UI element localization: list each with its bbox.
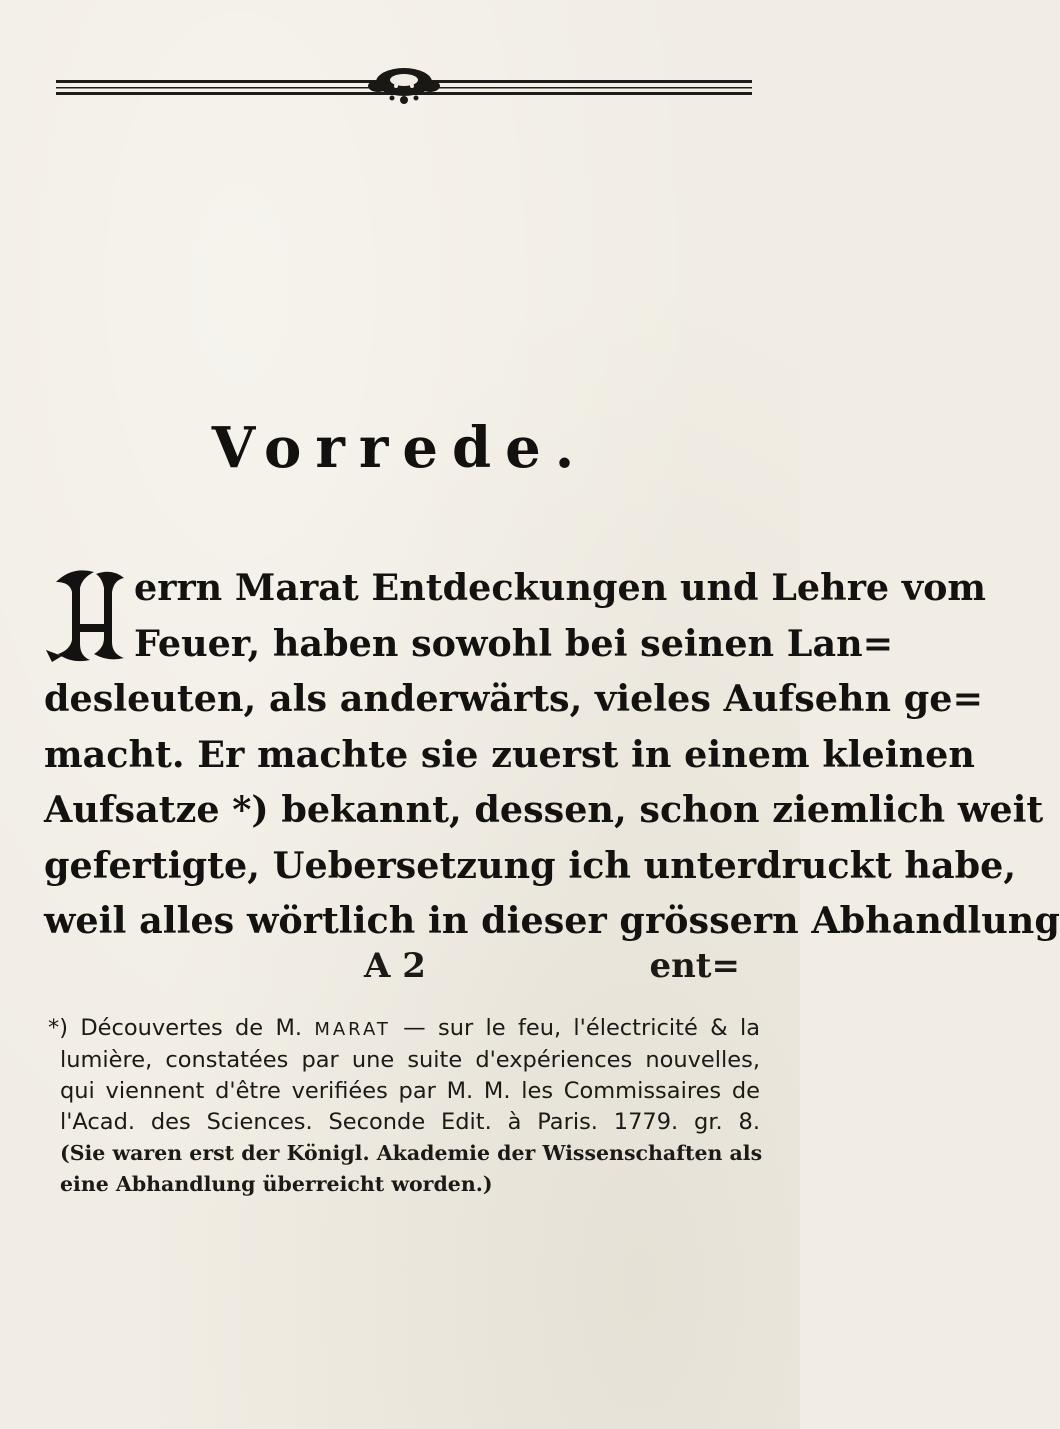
page-heading: Vorrede. [211, 415, 589, 481]
footnote-line: qui viennent d'être verifiées par M. M. les Commissaires de [60, 1078, 760, 1104]
text-line: Aufsatze *) bekannt, dessen, schon ziemlich weit [44, 788, 1044, 831]
author-name: MARAT [314, 1019, 391, 1040]
footnote-line: *) Découvertes de M. MARAT — sur le feu, l'électricité & la [48, 1015, 760, 1041]
signature-mark: A 2 [364, 946, 426, 986]
footnote-line: l'Acad. des Sciences. Seconde Edit. à Paris. 1779. gr. 8. [60, 1109, 760, 1135]
text-line: Feuer, haben sowohl bei seinen Lan= [134, 621, 894, 665]
text-line: gefertigte, Uebersetzung ich unterdruckt habe, [44, 843, 1017, 887]
text-line: errn Marat Entdeckungen und Lehre vom [134, 566, 987, 609]
footnote [48, 1013, 763, 1200]
footnote-line: (Sie waren erst der Königl. Akademie der Wissenschaften als [60, 1141, 763, 1165]
footnote-line: eine Abhandlung überreicht worden.) [60, 1172, 493, 1196]
catchword: ent= [649, 946, 740, 986]
text-line: macht. Er machte sie zuerst in einem kleinen [44, 732, 975, 776]
signature-row [44, 946, 760, 996]
footnote-line: lumière, constatées par une suite d'expériences nouvelles, [60, 1047, 760, 1073]
body-text [44, 560, 1060, 949]
text-line: weil alles wörtlich in dieser grössern Abhandlung [44, 899, 1060, 942]
text-line: desleuten, als anderwärts, vieles Aufsehn ge= [44, 677, 984, 720]
header-ornament [56, 60, 752, 108]
